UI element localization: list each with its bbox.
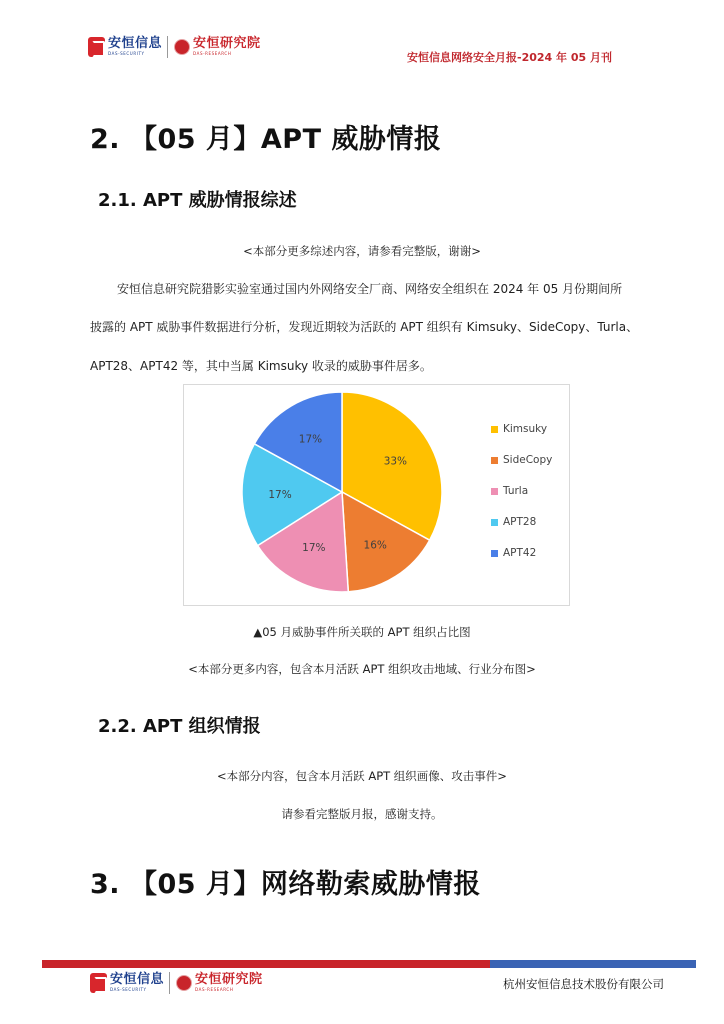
section-2-2-heading: 2.2. APT 组织情报: [98, 716, 261, 737]
legend-swatch: [491, 457, 498, 464]
legend-item-apt28: [491, 516, 536, 528]
footer-research-seal-icon: [176, 975, 192, 991]
pie-label-sidecopy: 16%: [363, 539, 387, 552]
das-security-logo-icon: [88, 37, 105, 57]
footer-bar-red: [42, 960, 490, 968]
paragraph-line-1: 安恒信息研究院猎影实验室通过国内外网络安全厂商、网络安全组织在 2024 年 05 月份期间所: [117, 282, 623, 296]
paragraph-line-3: APT28、APT42 等，其中当属 Kimsuky 收录的威胁事件居多。: [90, 359, 432, 373]
footer-logo-group: [90, 972, 263, 994]
logo-divider: [167, 36, 168, 58]
footer-logo-company-english: DAS-SECURITY: [110, 987, 147, 992]
logo-company-english: DAS-SECURITY: [108, 51, 145, 56]
pie-label-apt28: 17%: [268, 488, 292, 501]
legend-label: SideCopy: [503, 454, 553, 466]
logo-research-english: DAS-RESEARCH: [193, 51, 232, 56]
chart-caption: ▲05 月威胁事件所关联的 APT 组织占比图: [253, 625, 471, 639]
footer-logo-company-name: 安恒信息: [110, 972, 165, 987]
footer-logo-divider: [169, 972, 170, 994]
legend-label: Kimsuky: [503, 423, 548, 435]
legend-swatch: [491, 519, 498, 526]
legend-swatch: [491, 488, 498, 495]
pie-label-apt42: 17%: [298, 433, 323, 446]
legend-label: Turla: [503, 485, 529, 497]
header-logo-group: [88, 36, 261, 58]
pie-label-turla: 17%: [302, 542, 326, 555]
footer-logo-research-name: 安恒研究院: [195, 972, 263, 987]
footer-bar-blue: [490, 960, 696, 968]
legend-label: APT42: [503, 547, 537, 559]
section-2-1-heading: 2.1. APT 威胁情报综述: [98, 190, 297, 211]
legend-item-sidecopy: [491, 454, 552, 466]
research-seal-icon: [174, 39, 190, 55]
header-title: 安恒信息网络安全月报-2024 年 05 月刊: [407, 51, 612, 64]
footer-das-security-logo-icon: [90, 973, 107, 993]
logo-company-name: 安恒信息: [108, 36, 163, 51]
full-report-note: 请参看完整版月报，感谢支持。: [281, 807, 443, 821]
legend-item-kimsuky: [491, 423, 547, 435]
paragraph-line-2: 披露的 APT 威胁事件数据进行分析，发现近期较为活跃的 APT 组织有 Kimsuky、SideCopy、Turla、: [90, 320, 639, 334]
footer-logo-research-english: DAS-RESEARCH: [195, 987, 234, 992]
legend-item-apt42: [491, 547, 536, 559]
org-intel-note: <本部分内容，包含本月活跃 APT 组织画像、攻击事件>: [217, 769, 507, 783]
legend-label: APT28: [503, 516, 537, 528]
summary-note: <本部分更多综述内容，请参看完整版，谢谢>: [243, 244, 481, 258]
more-content-note: <本部分更多内容，包含本月活跃 APT 组织攻击地域、行业分布图>: [188, 662, 536, 676]
footer-company-name: 杭州安恒信息技术股份有限公司: [503, 977, 664, 991]
section-3-heading: 3. 【05 月】网络勒索威胁情报: [90, 869, 481, 900]
legend-item-turla: [491, 485, 528, 497]
logo-research-name: 安恒研究院: [193, 36, 261, 51]
legend-swatch: [491, 426, 498, 433]
section-2-heading: 2. 【05 月】APT 威胁情报: [90, 124, 442, 155]
apt-pie-chart: [183, 384, 570, 606]
legend-swatch: [491, 550, 498, 557]
pie-label-kimsuky: 33%: [383, 455, 408, 468]
